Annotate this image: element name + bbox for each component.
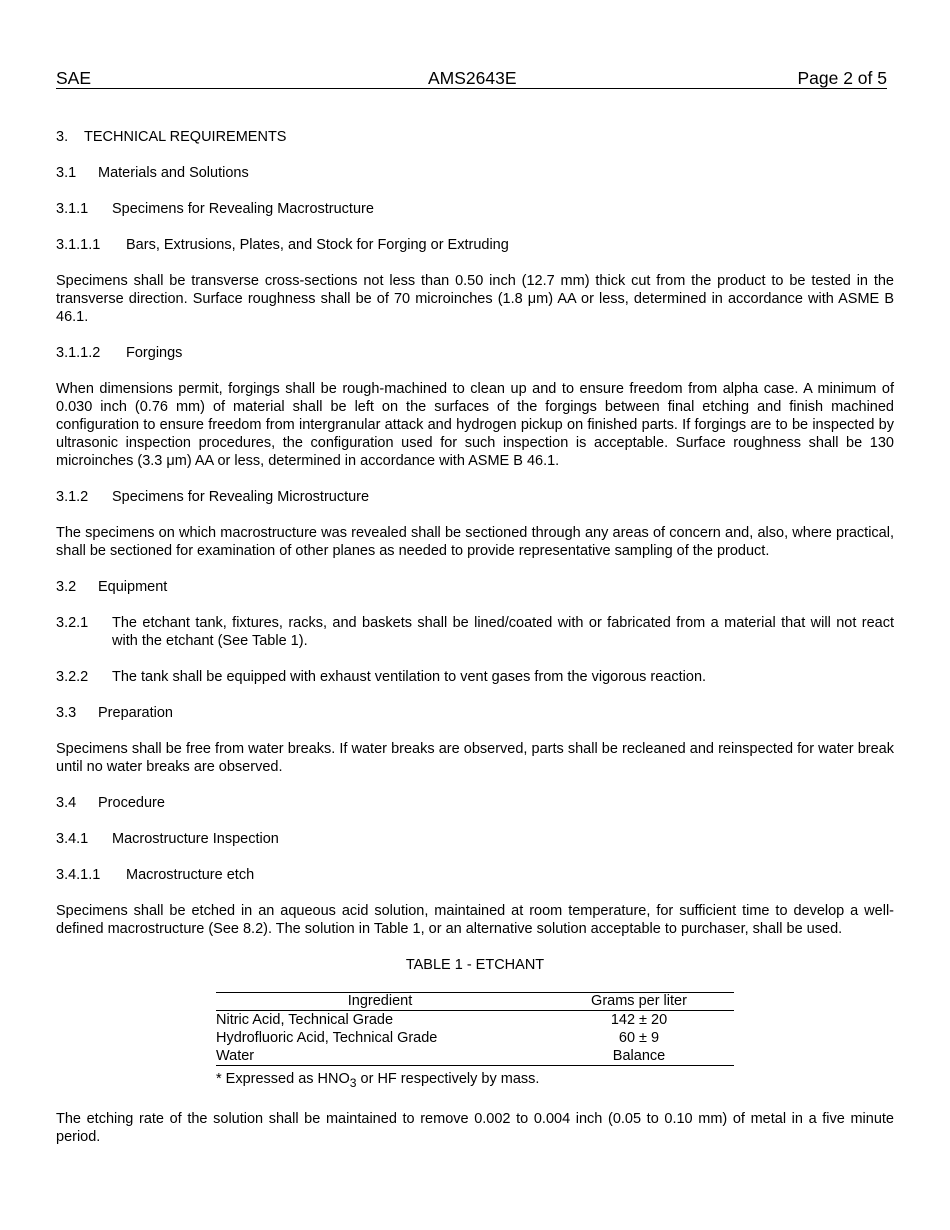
section-3-1-1-heading: 3.1.1 Specimens for Revealing Macrostructure: [56, 201, 374, 217]
section-3-1-1-1-heading: 3.1.1.1 Bars, Extrusions, Plates, and Stock for Forging or Extruding: [56, 237, 509, 253]
table-row: [216, 1047, 734, 1066]
section-3-1-heading: 3.1 Materials and Solutions: [56, 165, 249, 181]
section-3-1-1-2-paragraph: When dimensions permit, forgings shall be rough-machined to clean up and to ensure freedom from alpha case. A minimum of 0.030 inch (0.76 mm) of material shall be left on the surfaces of the forgings between final etching and finish machined configuration to ensure freedom from intergranular attack and hydrogen pickup on finished parts. If forgings are to be inspected by ultrasonic inspection procedures, the configuration used for such inspection is acceptable. Surface roughness shall be 130 microinches (3.3 μm) AA or less, determined in accordance with ASME B 46.1.: [56, 381, 894, 469]
table-cell-grams: 60 ± 9: [618, 1030, 660, 1046]
table-cell-ingredient: Nitric Acid, Technical Grade: [216, 1012, 394, 1028]
section-3-1-2-paragraph: The specimens on which macrostructure was revealed shall be sectioned through any areas of concern and, also, where practical, shall be sectioned for examination of other planes as needed to provide representative sampling of the product.: [56, 525, 894, 559]
section-3-4-1-1-paragraph: Specimens shall be etched in an aqueous acid solution, maintained at room temperature, for sufficient time to develop a well-defined macrostructure (See 8.2). The solution in Table 1, or an alternative solution acceptable to purchaser, shall be used.: [56, 903, 894, 937]
section-3-1-1-2-heading: 3.1.1.2 Forgings: [56, 345, 183, 361]
section-3-heading: 3. TECHNICAL REQUIREMENTS: [56, 129, 287, 145]
page-header: [56, 68, 887, 89]
header-page-number: Page 2 of 5: [797, 68, 887, 88]
section-3-1-1-1-paragraph: Specimens shall be transverse cross-sections not less than 0.50 inch (12.7 mm) thick cut from the product to be tested in the transverse direction. Surface roughness shall be of 70 microinches (1.8 μm) AA or less, determined in accordance with ASME B 46.1.: [56, 273, 894, 325]
section-3-3-paragraph: Specimens shall be free from water breaks. If water breaks are observed, parts shall be recleaned and reinspected for water break until no water breaks are observed.: [56, 741, 894, 775]
document-body: [56, 128, 894, 1164]
table-footnote: * Expressed as $HNO_3$ or HF respectively by mass.: [216, 1071, 540, 1090]
table-cell-ingredient: Hydrofluoric Acid, Technical Grade: [216, 1030, 438, 1046]
table-cell-ingredient: Water: [216, 1048, 255, 1064]
section-3-2-heading: 3.2 Equipment: [56, 579, 168, 595]
header-doc-number: AMS2643E: [428, 68, 517, 88]
section-3-4-heading: 3.4 Procedure: [56, 795, 165, 811]
header-org: SAE: [56, 68, 92, 88]
table-title: TABLE 1 - ETCHANT: [405, 957, 545, 973]
table-header-ingredient: Ingredient: [216, 993, 544, 1011]
table-row: [216, 1029, 734, 1047]
etchant-table-wrapper: [216, 992, 734, 1092]
section-3-4-1-heading: 3.4.1 Macrostructure Inspection: [56, 831, 279, 847]
section-3-3-heading: 3.3 Preparation: [56, 705, 173, 721]
section-3-2-1-item: 3.2.1 The etchant tank, fixtures, racks, and baskets shall be lined/coated with or fabricated from a material that will not react with the etchant (See Table 1).: [56, 615, 894, 649]
table-cell-grams: 142 ± 20: [610, 1012, 668, 1028]
section-3-1-2-heading: 3.1.2 Specimens for Revealing Microstructure: [56, 489, 370, 505]
etching-rate-paragraph: The etching rate of the solution shall be maintained to remove 0.002 to 0.004 inch (0.05 to 0.10 mm) of metal in a five minute period.: [56, 1110, 894, 1145]
table-row: [216, 1011, 734, 1030]
section-3-2-2-item: 3.2.2 The tank shall be equipped with exhaust ventilation to vent gases from the vigorous reaction.: [56, 669, 707, 685]
table-header-row: [216, 993, 734, 1011]
section-3-4-1-1-heading: 3.4.1.1 Macrostructure etch: [56, 867, 255, 883]
table-cell-grams: Balance: [612, 1048, 666, 1064]
etchant-table: [216, 992, 734, 1066]
table-header-grams: Grams per liter: [544, 993, 734, 1011]
